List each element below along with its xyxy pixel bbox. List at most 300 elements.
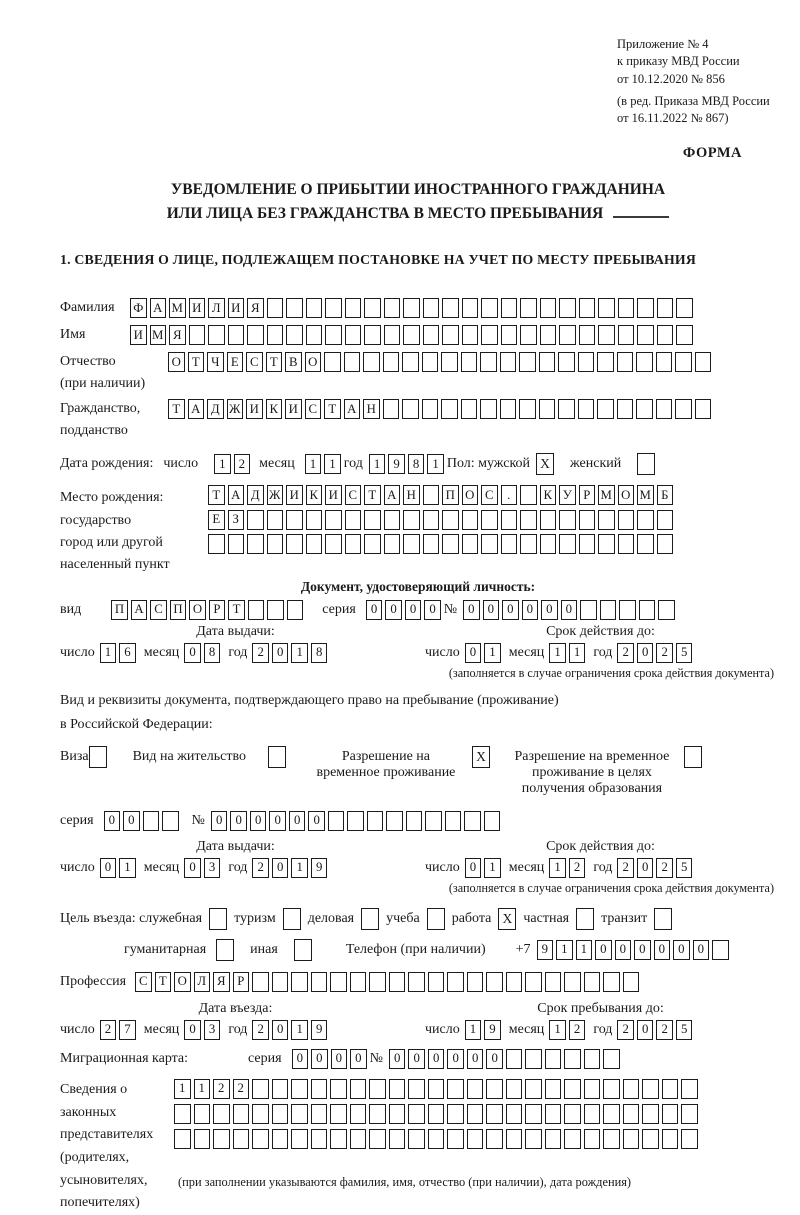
purpose-private-checkbox[interactable]	[576, 908, 594, 930]
char-box[interactable]	[540, 298, 557, 318]
char-box[interactable]: С	[481, 485, 498, 505]
char-box[interactable]: Р	[209, 600, 226, 620]
char-box[interactable]	[657, 534, 674, 554]
char-box[interactable]	[540, 510, 557, 530]
char-box[interactable]	[564, 1079, 581, 1099]
char-box[interactable]	[213, 1129, 230, 1149]
char-box[interactable]: 1	[119, 858, 136, 878]
char-box[interactable]	[481, 534, 498, 554]
char-box[interactable]	[480, 399, 497, 419]
purpose-transit-checkbox[interactable]	[654, 908, 672, 930]
char-box[interactable]	[525, 1104, 542, 1124]
char-box[interactable]	[386, 811, 403, 831]
char-box[interactable]: 1	[174, 1079, 191, 1099]
purpose-official-checkbox[interactable]	[209, 908, 227, 930]
char-box[interactable]: 5	[676, 1020, 693, 1040]
char-box[interactable]: 8	[408, 454, 425, 474]
char-box[interactable]	[636, 399, 653, 419]
char-box[interactable]	[642, 1129, 659, 1149]
char-box[interactable]: 7	[119, 1020, 136, 1040]
char-box[interactable]: 0	[486, 1049, 503, 1069]
char-box[interactable]	[658, 600, 675, 620]
char-box[interactable]	[447, 1104, 464, 1124]
char-box[interactable]	[579, 510, 596, 530]
char-box[interactable]: 0	[502, 600, 519, 620]
char-box[interactable]	[252, 1079, 269, 1099]
char-box[interactable]	[618, 298, 635, 318]
char-box[interactable]	[306, 510, 323, 530]
char-box[interactable]: 1	[576, 940, 593, 960]
char-box[interactable]: 1	[549, 858, 566, 878]
char-box[interactable]	[623, 972, 640, 992]
char-box[interactable]	[383, 352, 400, 372]
char-box[interactable]	[539, 352, 556, 372]
char-box[interactable]: 1	[484, 643, 501, 663]
char-box[interactable]	[520, 325, 537, 345]
char-box[interactable]	[330, 1079, 347, 1099]
char-box[interactable]	[656, 399, 673, 419]
char-box[interactable]: П	[170, 600, 187, 620]
char-box[interactable]: 1	[484, 858, 501, 878]
char-box[interactable]: 1	[427, 454, 444, 474]
char-box[interactable]: 0	[100, 858, 117, 878]
char-box[interactable]	[350, 1129, 367, 1149]
char-box[interactable]: Д	[207, 399, 224, 419]
char-box[interactable]	[603, 972, 620, 992]
char-box[interactable]	[642, 1079, 659, 1099]
char-box[interactable]	[520, 298, 537, 318]
char-box[interactable]: 2	[617, 643, 634, 663]
char-box[interactable]	[328, 811, 345, 831]
char-box[interactable]	[480, 352, 497, 372]
char-box[interactable]	[501, 534, 518, 554]
char-box[interactable]	[291, 1104, 308, 1124]
char-box[interactable]: И	[285, 399, 302, 419]
char-box[interactable]	[540, 325, 557, 345]
char-box[interactable]	[467, 1129, 484, 1149]
char-box[interactable]	[350, 1079, 367, 1099]
char-box[interactable]	[657, 510, 674, 530]
char-box[interactable]	[564, 1129, 581, 1149]
char-box[interactable]	[545, 1049, 562, 1069]
char-box[interactable]: 1	[569, 643, 586, 663]
char-box[interactable]: 0	[561, 600, 578, 620]
char-box[interactable]: 2	[233, 1079, 250, 1099]
char-box[interactable]	[267, 510, 284, 530]
char-box[interactable]	[580, 600, 597, 620]
char-box[interactable]: И	[228, 298, 245, 318]
char-box[interactable]: 0	[654, 940, 671, 960]
char-box[interactable]	[247, 534, 264, 554]
char-box[interactable]	[364, 510, 381, 530]
char-box[interactable]: И	[246, 399, 263, 419]
char-box[interactable]: 0	[467, 1049, 484, 1069]
char-box[interactable]: 5	[676, 858, 693, 878]
char-box[interactable]: Я	[169, 325, 186, 345]
char-box[interactable]	[306, 325, 323, 345]
char-box[interactable]: О	[305, 352, 322, 372]
char-box[interactable]	[162, 811, 179, 831]
char-box[interactable]: 0	[637, 643, 654, 663]
char-box[interactable]: О	[168, 352, 185, 372]
char-box[interactable]	[500, 399, 517, 419]
char-box[interactable]: 0	[272, 1020, 289, 1040]
char-box[interactable]: Л	[208, 298, 225, 318]
char-box[interactable]	[481, 510, 498, 530]
char-box[interactable]	[506, 1079, 523, 1099]
char-box[interactable]	[618, 534, 635, 554]
char-box[interactable]: М	[150, 325, 167, 345]
char-box[interactable]: А	[384, 485, 401, 505]
char-box[interactable]	[506, 1104, 523, 1124]
char-box[interactable]	[428, 1104, 445, 1124]
char-box[interactable]: 0	[184, 858, 201, 878]
char-box[interactable]: Ж	[227, 399, 244, 419]
purpose-other-checkbox[interactable]	[294, 939, 312, 961]
char-box[interactable]	[384, 325, 401, 345]
char-box[interactable]	[506, 1049, 523, 1069]
char-box[interactable]	[228, 325, 245, 345]
char-box[interactable]: 3	[204, 858, 221, 878]
char-box[interactable]	[143, 811, 160, 831]
char-box[interactable]	[403, 534, 420, 554]
char-box[interactable]	[619, 600, 636, 620]
char-box[interactable]	[306, 298, 323, 318]
char-box[interactable]	[695, 399, 712, 419]
char-box[interactable]	[506, 972, 523, 992]
char-box[interactable]: 1	[291, 1020, 308, 1040]
char-box[interactable]: О	[618, 485, 635, 505]
char-box[interactable]	[441, 352, 458, 372]
char-box[interactable]: Т	[266, 352, 283, 372]
char-box[interactable]: 9	[388, 454, 405, 474]
char-box[interactable]	[350, 1104, 367, 1124]
char-box[interactable]	[408, 1129, 425, 1149]
char-box[interactable]: Т	[228, 600, 245, 620]
char-box[interactable]: 0	[408, 1049, 425, 1069]
char-box[interactable]	[364, 298, 381, 318]
char-box[interactable]	[545, 972, 562, 992]
char-box[interactable]	[656, 352, 673, 372]
char-box[interactable]	[467, 1104, 484, 1124]
char-box[interactable]: Т	[364, 485, 381, 505]
char-box[interactable]	[286, 325, 303, 345]
char-box[interactable]	[402, 399, 419, 419]
char-box[interactable]	[306, 534, 323, 554]
char-box[interactable]	[676, 325, 693, 345]
char-box[interactable]: 9	[537, 940, 554, 960]
char-box[interactable]	[461, 399, 478, 419]
char-box[interactable]: 0	[595, 940, 612, 960]
char-box[interactable]: С	[246, 352, 263, 372]
char-box[interactable]	[464, 811, 481, 831]
char-box[interactable]	[194, 1129, 211, 1149]
char-box[interactable]	[350, 972, 367, 992]
char-box[interactable]	[539, 399, 556, 419]
char-box[interactable]: К	[306, 485, 323, 505]
char-box[interactable]	[423, 534, 440, 554]
char-box[interactable]: З	[228, 510, 245, 530]
char-box[interactable]: 1	[291, 643, 308, 663]
char-box[interactable]: А	[188, 399, 205, 419]
char-box[interactable]: 2	[252, 1020, 269, 1040]
char-box[interactable]: О	[462, 485, 479, 505]
char-box[interactable]: Е	[227, 352, 244, 372]
char-box[interactable]	[425, 811, 442, 831]
char-box[interactable]	[384, 298, 401, 318]
char-box[interactable]: 1	[549, 1020, 566, 1040]
char-box[interactable]	[369, 1079, 386, 1099]
char-box[interactable]	[584, 972, 601, 992]
char-box[interactable]	[311, 1104, 328, 1124]
char-box[interactable]	[423, 325, 440, 345]
char-box[interactable]: 0	[104, 811, 121, 831]
char-box[interactable]: 0	[428, 1049, 445, 1069]
char-box[interactable]	[228, 534, 245, 554]
char-box[interactable]: 0	[184, 643, 201, 663]
char-box[interactable]	[325, 325, 342, 345]
char-box[interactable]: У	[559, 485, 576, 505]
char-box[interactable]: 0	[424, 600, 441, 620]
char-box[interactable]	[408, 1104, 425, 1124]
char-box[interactable]	[384, 534, 401, 554]
char-box[interactable]	[447, 972, 464, 992]
char-box[interactable]	[462, 510, 479, 530]
char-box[interactable]	[389, 1129, 406, 1149]
char-box[interactable]	[598, 298, 615, 318]
char-box[interactable]: 0	[389, 1049, 406, 1069]
char-box[interactable]	[584, 1129, 601, 1149]
char-box[interactable]	[272, 1079, 289, 1099]
char-box[interactable]	[189, 325, 206, 345]
char-box[interactable]: 0	[673, 940, 690, 960]
char-box[interactable]: 2	[656, 1020, 673, 1040]
char-box[interactable]	[681, 1104, 698, 1124]
char-box[interactable]: С	[345, 485, 362, 505]
char-box[interactable]	[347, 811, 364, 831]
char-box[interactable]: 2	[617, 1020, 634, 1040]
char-box[interactable]	[408, 972, 425, 992]
gender-male-checkbox[interactable]: X	[536, 453, 554, 475]
char-box[interactable]	[506, 1129, 523, 1149]
char-box[interactable]: Т	[155, 972, 172, 992]
char-box[interactable]: В	[285, 352, 302, 372]
char-box[interactable]: 0	[250, 811, 267, 831]
char-box[interactable]	[442, 534, 459, 554]
char-box[interactable]	[519, 352, 536, 372]
char-box[interactable]	[603, 1079, 620, 1099]
char-box[interactable]	[389, 1104, 406, 1124]
char-box[interactable]	[364, 325, 381, 345]
char-box[interactable]	[442, 298, 459, 318]
char-box[interactable]	[213, 1104, 230, 1124]
char-box[interactable]: 2	[100, 1020, 117, 1040]
char-box[interactable]: 0	[637, 858, 654, 878]
char-box[interactable]	[695, 352, 712, 372]
char-box[interactable]	[636, 352, 653, 372]
char-box[interactable]: 0	[637, 1020, 654, 1040]
char-box[interactable]	[525, 972, 542, 992]
char-box[interactable]: 0	[615, 940, 632, 960]
char-box[interactable]	[383, 399, 400, 419]
char-box[interactable]	[208, 534, 225, 554]
char-box[interactable]	[481, 325, 498, 345]
char-box[interactable]	[598, 534, 615, 554]
char-box[interactable]: 8	[204, 643, 221, 663]
char-box[interactable]: 1	[305, 454, 322, 474]
char-box[interactable]	[540, 534, 557, 554]
char-box[interactable]: Ч	[207, 352, 224, 372]
char-box[interactable]: Я	[247, 298, 264, 318]
char-box[interactable]: 0	[331, 1049, 348, 1069]
char-box[interactable]	[174, 1129, 191, 1149]
char-box[interactable]	[442, 510, 459, 530]
char-box[interactable]	[330, 1104, 347, 1124]
char-box[interactable]	[564, 1104, 581, 1124]
char-box[interactable]	[579, 534, 596, 554]
char-box[interactable]	[467, 1079, 484, 1099]
char-box[interactable]: 0	[269, 811, 286, 831]
char-box[interactable]: 2	[656, 643, 673, 663]
char-box[interactable]: К	[266, 399, 283, 419]
purpose-humanitarian-checkbox[interactable]	[216, 939, 234, 961]
char-box[interactable]	[311, 1079, 328, 1099]
char-box[interactable]	[252, 1129, 269, 1149]
char-box[interactable]	[545, 1129, 562, 1149]
char-box[interactable]	[618, 510, 635, 530]
char-box[interactable]	[681, 1079, 698, 1099]
char-box[interactable]: 8	[311, 643, 328, 663]
char-box[interactable]	[712, 940, 729, 960]
char-box[interactable]: 0	[230, 811, 247, 831]
char-box[interactable]	[559, 325, 576, 345]
char-box[interactable]	[267, 298, 284, 318]
char-box[interactable]	[267, 534, 284, 554]
char-box[interactable]: 0	[541, 600, 558, 620]
char-box[interactable]: П	[111, 600, 128, 620]
char-box[interactable]	[325, 298, 342, 318]
char-box[interactable]	[597, 399, 614, 419]
char-box[interactable]	[564, 972, 581, 992]
char-box[interactable]: Л	[194, 972, 211, 992]
char-box[interactable]	[637, 325, 654, 345]
char-box[interactable]: 0	[272, 643, 289, 663]
char-box[interactable]: 0	[465, 643, 482, 663]
char-box[interactable]	[402, 352, 419, 372]
char-box[interactable]	[501, 325, 518, 345]
char-box[interactable]	[384, 510, 401, 530]
char-box[interactable]	[579, 325, 596, 345]
char-box[interactable]	[578, 352, 595, 372]
char-box[interactable]	[657, 298, 674, 318]
char-box[interactable]	[330, 972, 347, 992]
char-box[interactable]	[345, 534, 362, 554]
char-box[interactable]	[623, 1104, 640, 1124]
char-box[interactable]: 0	[350, 1049, 367, 1069]
char-box[interactable]	[367, 811, 384, 831]
residence-permit-checkbox[interactable]	[268, 746, 286, 768]
char-box[interactable]: 1	[194, 1079, 211, 1099]
char-box[interactable]	[423, 485, 440, 505]
char-box[interactable]	[247, 510, 264, 530]
char-box[interactable]	[286, 510, 303, 530]
char-box[interactable]: Т	[168, 399, 185, 419]
char-box[interactable]: И	[286, 485, 303, 505]
char-box[interactable]	[623, 1129, 640, 1149]
char-box[interactable]	[428, 972, 445, 992]
char-box[interactable]: Т	[188, 352, 205, 372]
char-box[interactable]	[484, 811, 501, 831]
char-box[interactable]: О	[189, 600, 206, 620]
char-box[interactable]	[442, 325, 459, 345]
char-box[interactable]	[291, 972, 308, 992]
char-box[interactable]	[559, 298, 576, 318]
char-box[interactable]	[389, 972, 406, 992]
char-box[interactable]: Ф	[130, 298, 147, 318]
char-box[interactable]: И	[325, 485, 342, 505]
char-box[interactable]: 0	[292, 1049, 309, 1069]
char-box[interactable]: Р	[579, 485, 596, 505]
char-box[interactable]	[345, 510, 362, 530]
char-box[interactable]: С	[150, 600, 167, 620]
char-box[interactable]	[248, 600, 265, 620]
char-box[interactable]	[584, 1049, 601, 1069]
char-box[interactable]: А	[344, 399, 361, 419]
char-box[interactable]: А	[131, 600, 148, 620]
char-box[interactable]	[286, 534, 303, 554]
char-box[interactable]: 0	[123, 811, 140, 831]
char-box[interactable]	[174, 1104, 191, 1124]
visa-checkbox[interactable]	[89, 746, 107, 768]
char-box[interactable]: 0	[634, 940, 651, 960]
char-box[interactable]	[486, 1079, 503, 1099]
char-box[interactable]	[208, 325, 225, 345]
char-box[interactable]	[233, 1104, 250, 1124]
gender-female-checkbox[interactable]	[637, 453, 655, 475]
char-box[interactable]	[603, 1104, 620, 1124]
char-box[interactable]	[600, 600, 617, 620]
char-box[interactable]: Ж	[267, 485, 284, 505]
char-box[interactable]: 0	[483, 600, 500, 620]
char-box[interactable]	[578, 399, 595, 419]
char-box[interactable]: 1	[369, 454, 386, 474]
char-box[interactable]	[441, 399, 458, 419]
char-box[interactable]: А	[150, 298, 167, 318]
char-box[interactable]: Б	[657, 485, 674, 505]
char-box[interactable]	[447, 1079, 464, 1099]
char-box[interactable]	[486, 1104, 503, 1124]
char-box[interactable]: Д	[247, 485, 264, 505]
char-box[interactable]	[623, 1079, 640, 1099]
char-box[interactable]	[617, 352, 634, 372]
char-box[interactable]: М	[169, 298, 186, 318]
char-box[interactable]	[558, 352, 575, 372]
char-box[interactable]: С	[135, 972, 152, 992]
char-box[interactable]	[267, 600, 284, 620]
char-box[interactable]: 1	[549, 643, 566, 663]
char-box[interactable]	[389, 1079, 406, 1099]
char-box[interactable]: М	[637, 485, 654, 505]
char-box[interactable]	[422, 352, 439, 372]
char-box[interactable]	[579, 298, 596, 318]
char-box[interactable]	[461, 352, 478, 372]
char-box[interactable]: 6	[119, 643, 136, 663]
char-box[interactable]	[194, 1104, 211, 1124]
char-box[interactable]	[675, 352, 692, 372]
char-box[interactable]	[467, 972, 484, 992]
purpose-business-checkbox[interactable]	[361, 908, 379, 930]
char-box[interactable]: 3	[204, 1020, 221, 1040]
